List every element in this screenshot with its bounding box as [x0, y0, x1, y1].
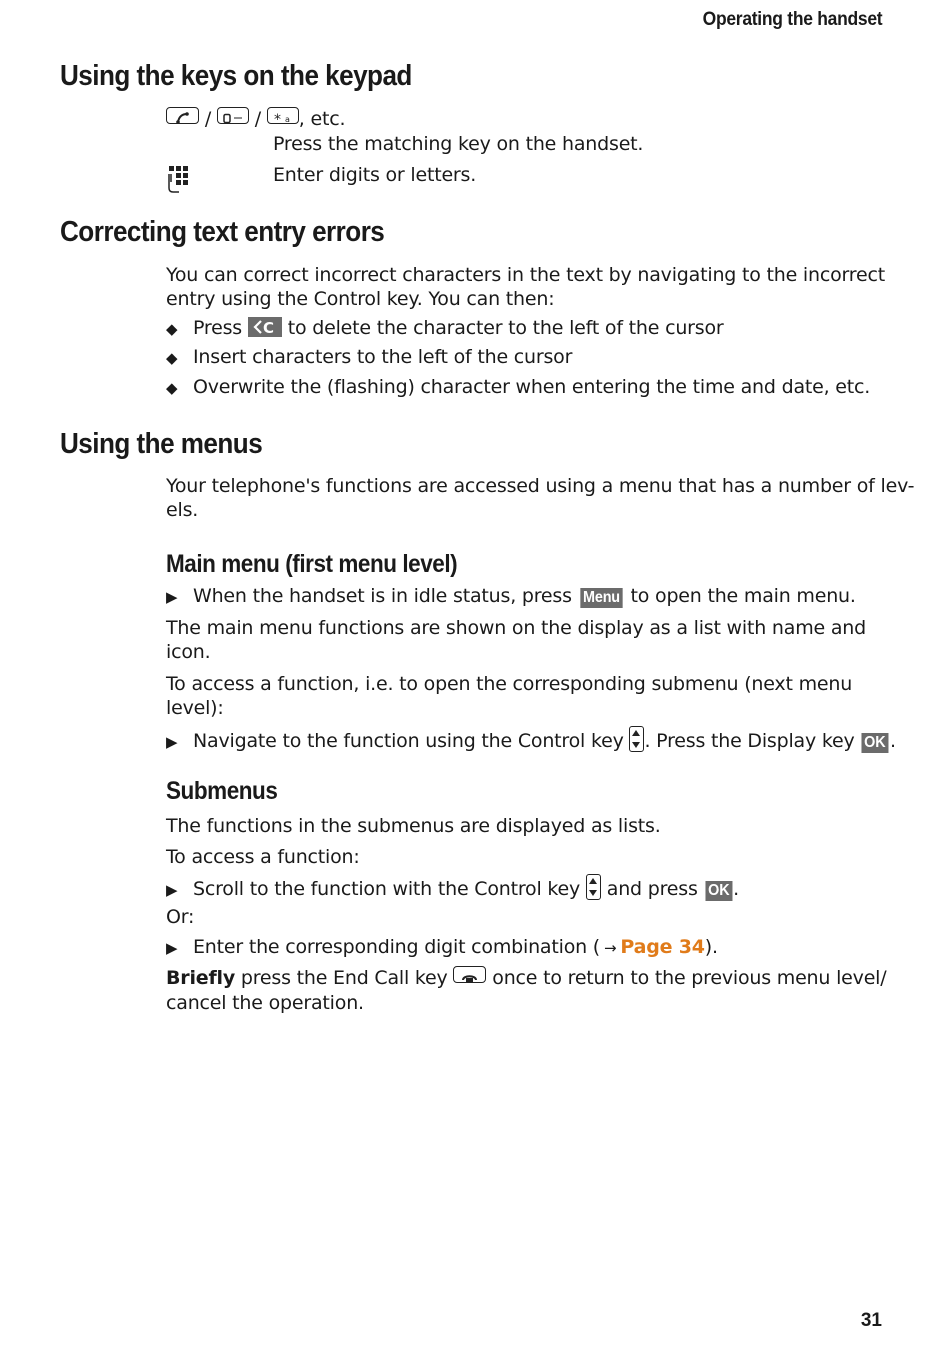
- svg-text:a: a: [284, 115, 290, 124]
- correcting-intro-line1: You can correct incorrect characters in the text by navigating to the incorrect: [166, 264, 885, 286]
- control-key-updown-icon: [629, 726, 644, 752]
- menu-softkey: Menu: [580, 588, 622, 608]
- submenus-p1: The functions in the submenus are displayed as lists.: [166, 815, 661, 837]
- main-menu-p1-line1: The main menu functions are shown on the display as a list with name and: [166, 617, 866, 639]
- submenus-last-line1: Briefly press the End Call key once to return to the previous menu level/: [166, 967, 887, 989]
- section-title-keypad: Using the keys on the keypad: [60, 60, 412, 92]
- subsection-title-submenus: Submenus: [166, 777, 278, 805]
- main-menu-p2-line1: To access a function, i.e. to open the corresponding submenu (next menu: [166, 673, 853, 695]
- triangle-bullet-icon: ▶: [166, 588, 178, 606]
- triangle-bullet-icon: ▶: [166, 733, 178, 751]
- list-item: ▶ Scroll to the function with the Control key and press OK .: [166, 874, 739, 902]
- keys-description: Press the matching key on the handset.: [273, 133, 644, 155]
- clear-key-icon: [248, 317, 282, 337]
- triangle-bullet-icon: ▶: [166, 939, 178, 957]
- ok-softkey: OK: [705, 881, 732, 901]
- control-key-updown-icon: [586, 874, 601, 900]
- submenus-last-line2: cancel the operation.: [166, 992, 364, 1014]
- list-item: ▶ When the handset is in idle status, press Menu to open the main menu.: [166, 585, 856, 607]
- menus-intro-line1: Your telephone's functions are accessed using a menu that has a number of lev-: [166, 475, 915, 497]
- list-item: ◆ Press C to delete the character to the left of the cursor: [166, 317, 724, 339]
- section-title-menus: Using the menus: [60, 428, 263, 460]
- enter-description: Enter digits or letters.: [273, 164, 477, 186]
- arrow-right-icon: →: [604, 939, 617, 957]
- svg-text:*: *: [273, 112, 281, 126]
- star-key-icon: [267, 107, 299, 124]
- running-title: Operating the handset: [702, 9, 882, 30]
- list-item: ◆ Insert characters to the left of the cursor: [166, 346, 573, 368]
- menus-intro-line2: els.: [166, 499, 199, 521]
- submenus-p2: To access a function:: [166, 846, 360, 868]
- svg-text:C: C: [262, 319, 274, 337]
- subsection-title-main-menu: Main menu (first menu level): [166, 550, 458, 578]
- section-title-correcting: Correcting text entry errors: [60, 216, 385, 248]
- diamond-bullet-icon: ◆: [166, 379, 178, 397]
- keys-suffix: , etc.: [298, 108, 346, 130]
- correcting-intro-line2: entry using the Control key. You can then:: [166, 288, 555, 310]
- main-menu-p1-line2: icon.: [166, 641, 211, 663]
- zero-key-icon: [217, 107, 249, 124]
- diamond-bullet-icon: ◆: [166, 320, 178, 338]
- list-item: ◆ Overwrite the (flashing) character when entering the time and date, etc.: [166, 376, 871, 398]
- page-number: 31: [860, 1310, 882, 1331]
- keypad-hand-icon: [167, 164, 195, 198]
- key-icons-row: / / * a , etc.: [166, 107, 345, 131]
- ok-softkey: OK: [862, 733, 889, 753]
- end-call-key-icon: [453, 966, 486, 983]
- talk-key-icon: [166, 107, 199, 124]
- submenus-or: Or:: [166, 906, 195, 928]
- list-item: ▶ Navigate to the function using the Control key . Press the Display key OK .: [166, 726, 896, 754]
- diamond-bullet-icon: ◆: [166, 349, 178, 367]
- main-menu-p2-line2: level):: [166, 697, 224, 719]
- list-item: ▶ Enter the corresponding digit combination ( → Page 34).: [166, 936, 718, 958]
- triangle-bullet-icon: ▶: [166, 881, 178, 899]
- page-link[interactable]: Page 34: [620, 936, 705, 958]
